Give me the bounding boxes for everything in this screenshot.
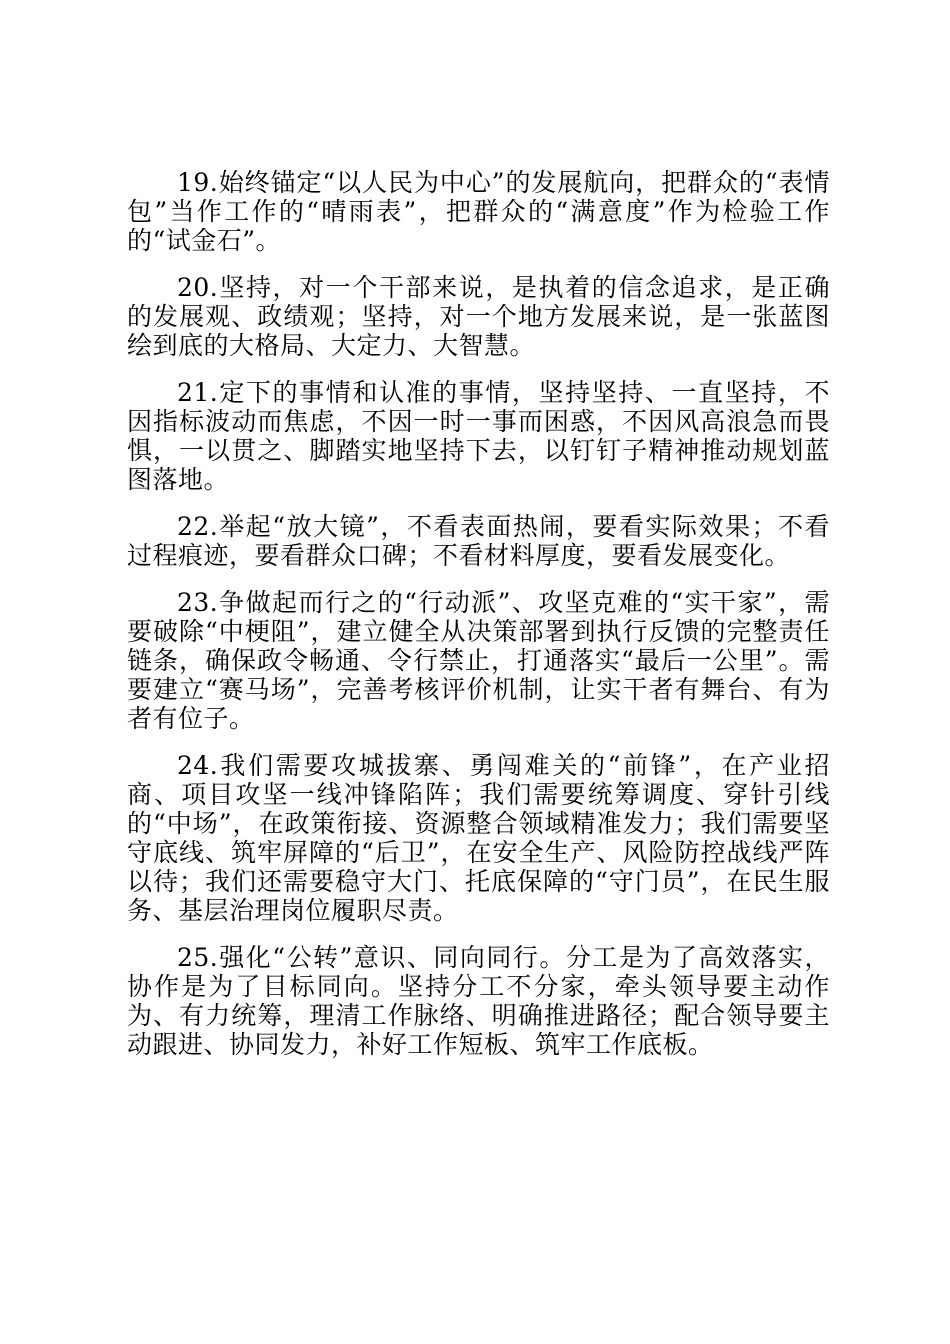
paragraph-25: 25.强化“公转”意识、同向同行。分工是为了高效落实，协作是为了目标同向。坚持分工不分家，牵头领导要主动作为、有力统筹，理清工作脉络、明确推进路径；配合领导要主动跟进、协同发力，补好工作短板、筑牢工作底板。 [127, 943, 830, 1059]
paragraph-20: 20.坚持，对一个干部来说，是执着的信念追求，是正确的发展观、政绩观；坚持，对一个地方发展来说，是一张蓝图绘到底的大格局、大定力、大智慧。 [127, 273, 830, 360]
paragraph-22: 22.举起“放大镜”，不看表面热闹，要看实际效果；不看过程痕迹，要看群众口碑；不看材料厚度，要看发展变化。 [127, 512, 830, 570]
paragraph-19: 19.始终锚定“以人民为中心”的发展航向，把群众的“表情包”当作工作的“晴雨表”，把群众的“满意度”作为检验工作的“试金石”。 [127, 168, 830, 255]
paragraph-24: 24.我们需要攻城拔寨、勇闯难关的“前锋”，在产业招商、项目攻坚一线冲锋陷阵；我们需要统筹调度、穿针引线的“中场”，在政策衔接、资源整合领域精准发力；我们需要坚守底线、筑牢屏障的“后卫”，在安全生产、风险防控战线严阵以待；我们还需要稳守大门、托底保障的“守门员”，在民生服务、基层治理岗位履职尽责。 [127, 751, 830, 925]
document-body [127, 168, 830, 1077]
paragraph-21: 21.定下的事情和认准的事情，坚持坚持、一直坚持，不因指标波动而焦虑，不因一时一事而困惑，不因风高浪急而畏惧，一以贯之、脚踏实地坚持下去，以钉钉子精神推动规划蓝图落地。 [127, 378, 830, 494]
paragraph-23: 23.争做起而行之的“行动派”、攻坚克难的“实干家”，需要破除“中梗阻”，建立健全从决策部署到执行反馈的完整责任链条，确保政令畅通、令行禁止，打通落实“最后一公里”。需要建立“赛马场”，完善考核评价机制，让实干者有舞台、有为者有位子。 [127, 588, 830, 733]
